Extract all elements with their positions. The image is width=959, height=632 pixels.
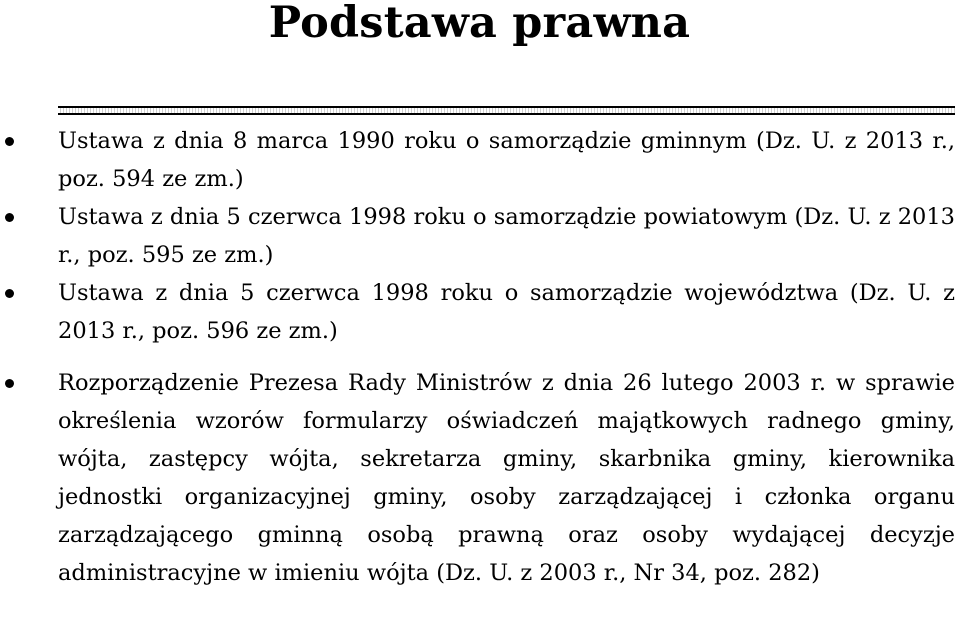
bullet-icon <box>5 213 14 222</box>
page-title: Podstawa prawna <box>268 0 691 48</box>
list-item-text: Ustawa z dnia 8 marca 1990 roku o samorządzie gminnym (Dz. U. z 2013 r., poz. 594 ze zm.) <box>58 128 955 192</box>
list-item <box>0 122 959 198</box>
list-item <box>0 274 959 350</box>
bullet-icon <box>5 289 14 298</box>
list-item-text: Ustawa z dnia 5 czerwca 1998 roku o samorządzie województwa (Dz. U. z 2013 r., poz. 596 ze zm.) <box>58 280 955 344</box>
bullet-icon <box>5 137 14 146</box>
list-item <box>0 198 959 274</box>
title-divider <box>58 106 955 115</box>
list-item-text: Ustawa z dnia 5 czerwca 1998 roku o samorządzie powiatowym (Dz. U. z 2013 r., poz. 595 ze zm.) <box>58 204 955 268</box>
list-item <box>0 364 959 592</box>
legal-basis-list <box>0 122 959 592</box>
bullet-icon <box>5 379 14 388</box>
list-item-text: Rozporządzenie Prezesa Rady Ministrów z dnia 26 lutego 2003 r. w sprawie określenia wzorów formularzy oświadczeń majątkowych radnego gminy, wójta, zastępcy wójta, sekretarza gminy, skarbnika gminy, kierownika jednostki organizacyjnej gminy, osoby zarządzającej i członka organu zarządzającego gminną osobą prawną oraz osoby wydającej decyzje administracyjne w imieniu wójta (Dz. U. z 2003 r., Nr 34, poz. 282) <box>58 370 955 586</box>
